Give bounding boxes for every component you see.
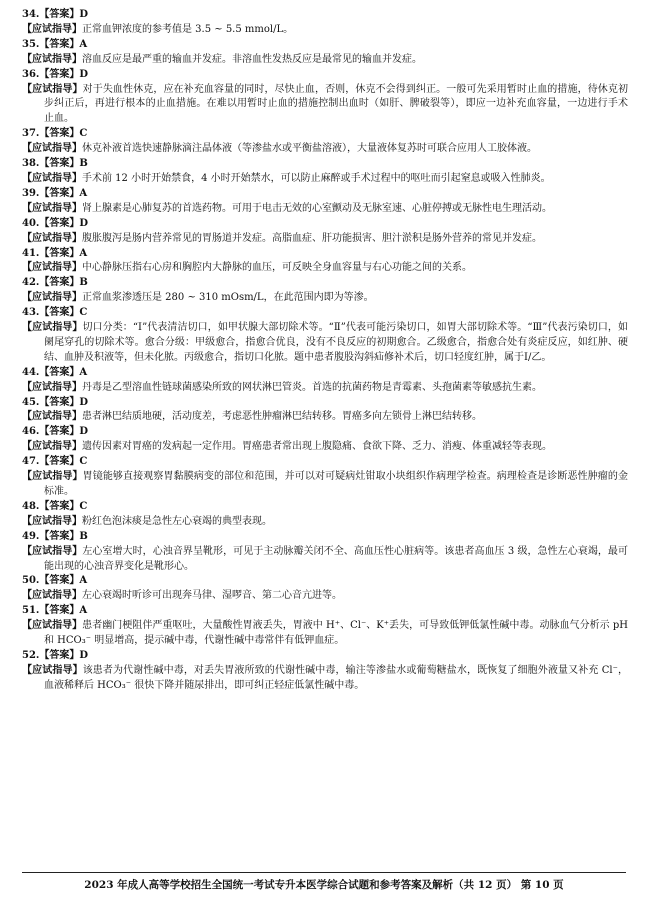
question-number: 50. <box>22 575 40 587</box>
question-number: 51. <box>22 605 40 617</box>
answer-line <box>22 68 628 83</box>
answer-value: C <box>79 307 88 319</box>
guide-line <box>22 515 628 530</box>
question-item <box>22 276 628 306</box>
guide-line <box>22 440 628 455</box>
question-item <box>22 127 628 157</box>
guide-line <box>22 291 628 306</box>
answer-label: 【答案】 <box>39 426 80 438</box>
question-item <box>22 396 628 426</box>
page-footer: 2023 年成人高等学校招生全国统一考试专升本医学综合试题和参考答案及解析（共 12 页） 第 10 页 <box>22 872 626 892</box>
answer-line <box>22 425 628 440</box>
answer-value: D <box>79 396 89 408</box>
question-number: 47. <box>22 456 40 468</box>
question-item <box>22 157 628 187</box>
answer-label: 【答案】 <box>39 277 80 289</box>
answer-label: 【答案】 <box>39 396 80 408</box>
question-number: 42. <box>22 277 40 289</box>
answer-value: B <box>79 277 88 289</box>
question-number: 39. <box>22 187 40 199</box>
question-number: 52. <box>22 649 40 661</box>
answer-line <box>22 127 628 142</box>
question-item <box>22 425 628 455</box>
question-number: 49. <box>22 530 40 542</box>
answer-value: D <box>79 426 89 438</box>
question-item <box>22 530 628 575</box>
guide-text: 手术前 12 小时开始禁食，4 小时开始禁水，可以防止麻醉或手术过程中的呕吐而引起窒息或吸入性肺炎。 <box>82 172 551 184</box>
answer-line <box>22 530 628 545</box>
answer-label: 【答案】 <box>39 366 80 378</box>
question-number: 48. <box>22 500 40 512</box>
question-item <box>22 217 628 247</box>
guide-label: 【应试指导】 <box>22 53 82 65</box>
answer-line <box>22 604 628 619</box>
answer-label: 【答案】 <box>39 9 80 20</box>
guide-line <box>22 83 628 128</box>
guide-label: 【应试指导】 <box>22 590 82 602</box>
answer-label: 【答案】 <box>39 247 80 259</box>
question-item <box>22 574 628 604</box>
guide-text: 对于失血性休克，应在补充血容量的同时，尽快止血，否则，休克不会得到纠正。一般可先采用暂时止血的措施，待休克初步纠正后，再进行根本的止血措施。在难以用暂时止血的措施控制出血时（如肝、脾破裂等），即应一边补充血容量，一边进行手术止血。 <box>44 83 629 125</box>
guide-label: 【应试指导】 <box>22 83 83 95</box>
answer-label: 【答案】 <box>39 158 80 170</box>
guide-text: 胃镜能够直接观察胃黏膜病变的部位和范围，并可以对可疑病灶钳取小块组织作病理学检查。病理检查是诊断恶性肿瘤的金标准。 <box>44 471 629 497</box>
guide-line <box>22 23 628 38</box>
guide-text: 正常血浆渗透压是 280 ~ 310 mOsm/L，在此范围内即为等渗。 <box>82 292 374 304</box>
answer-value: D <box>79 9 89 20</box>
guide-label: 【应试指导】 <box>22 232 82 244</box>
question-item <box>22 649 628 694</box>
guide-text: 正常血钾浓度的参考值是 3.5 ~ 5.5 mmol/L。 <box>82 23 294 35</box>
question-number: 45. <box>22 396 40 408</box>
answer-label: 【答案】 <box>39 307 80 319</box>
answer-line <box>22 455 628 470</box>
question-item <box>22 604 628 649</box>
question-number: 37. <box>22 128 40 140</box>
answer-line <box>22 396 628 411</box>
guide-text: 患者幽门梗阻伴严重呕吐，大量酸性胃液丢失，胃液中 H⁺、Cl⁻、K⁺丢失，可导致低钾低氯性碱中毒。动脉血气分析示 pH 和 HCO₃⁻ 明显增高，提示碱中毒，代谢性碱中毒常伴有低钾血症。 <box>44 620 629 647</box>
answer-label: 【答案】 <box>39 68 80 80</box>
guide-line <box>22 321 628 366</box>
guide-label: 【应试指导】 <box>22 322 83 334</box>
guide-label: 【应试指导】 <box>22 471 83 483</box>
answer-list <box>22 8 628 694</box>
guide-line <box>22 53 628 68</box>
question-number: 41. <box>22 247 40 259</box>
guide-label: 【应试指导】 <box>22 143 82 155</box>
answer-line <box>22 247 628 262</box>
question-item <box>22 455 628 500</box>
answer-value: B <box>79 158 88 170</box>
question-item <box>22 38 628 68</box>
question-item <box>22 68 628 128</box>
guide-line <box>22 545 628 575</box>
question-number: 35. <box>22 38 40 50</box>
answer-line <box>22 366 628 381</box>
question-number: 44. <box>22 366 40 378</box>
answer-value: A <box>79 366 88 378</box>
guide-line <box>22 619 628 649</box>
answer-line <box>22 8 628 23</box>
answer-value: D <box>79 217 89 229</box>
answer-value: A <box>79 575 88 587</box>
answer-line <box>22 500 628 515</box>
answer-value: C <box>79 456 88 468</box>
guide-text: 患者淋巴结质地硬，活动度差，考虑恶性肿瘤淋巴结转移。胃癌多向左锁骨上淋巴结转移。 <box>82 411 482 423</box>
answer-value: B <box>79 530 88 542</box>
guide-line <box>22 142 628 157</box>
question-item <box>22 8 628 38</box>
answer-label: 【答案】 <box>39 128 80 140</box>
question-item <box>22 247 628 277</box>
answer-value: C <box>79 128 88 140</box>
question-number: 36. <box>22 68 40 80</box>
guide-text: 切口分类：“Ⅰ”代表清洁切口，如甲状腺大部切除术等。“Ⅱ”代表可能污染切口，如胃大部切除术等。“Ⅲ”代表污染切口，如阑尾穿孔的切除术等。愈合分级：甲级愈合，指愈合优良，没有不良反应的初期愈合。乙级愈合，指愈合处有炎症反应，如红肿、硬结、血肿及积液等，但未化脓。丙级愈合，指切口化脓。题中患者腹股沟斜疝修补术后，切口轻度红肿，属于Ⅰ/乙。 <box>44 322 628 363</box>
answer-value: A <box>79 247 88 259</box>
answer-value: C <box>79 500 88 512</box>
guide-line <box>22 232 628 247</box>
answer-label: 【答案】 <box>39 649 80 661</box>
answer-label: 【答案】 <box>39 187 80 199</box>
answer-value: D <box>79 68 89 80</box>
question-number: 38. <box>22 158 40 170</box>
guide-text: 中心静脉压指右心房和胸腔内大静脉的血压，可反映全身血容量与右心功能之间的关系。 <box>82 262 472 274</box>
guide-text: 粉红色泡沫痰是急性左心衰竭的典型表现。 <box>82 515 272 527</box>
answer-line <box>22 38 628 53</box>
guide-label: 【应试指导】 <box>22 292 82 304</box>
question-item <box>22 306 628 366</box>
answer-label: 【答案】 <box>39 456 80 468</box>
answer-label: 【答案】 <box>39 575 80 587</box>
question-number: 43. <box>22 307 40 319</box>
guide-label: 【应试指导】 <box>22 620 83 632</box>
guide-line <box>22 664 628 694</box>
guide-text: 肾上腺素是心肺复苏的首选药物。可用于电击无效的心室颤动及无脉室速、心脏停搏或无脉性电生理活动。 <box>82 202 552 214</box>
guide-label: 【应试指导】 <box>22 23 82 35</box>
answer-line <box>22 187 628 202</box>
guide-text: 溶血反应是最严重的输血并发症。非溶血性发热反应是最常见的输血并发症。 <box>82 53 422 65</box>
guide-line <box>22 261 628 276</box>
guide-text: 腹胀腹泻是肠内营养常见的胃肠道并发症。高脂血症、肝功能损害、胆汁淤积是肠外营养的常见并发症。 <box>82 232 542 244</box>
guide-text: 该患者为代谢性碱中毒，对丢失胃液所致的代谢性碱中毒，输注等渗盐水或葡萄糖盐水，既恢复了细胞外液量又补充 Cl⁻，血液稀释后 HCO₃⁻ 很快下降并随尿排出，即可纠正轻症低氯性碱中毒。 <box>44 664 629 691</box>
answer-line <box>22 306 628 321</box>
question-number: 40. <box>22 217 40 229</box>
guide-text: 丹毒是乙型溶血性链球菌感染所致的网状淋巴管炎。首选的抗菌药物是青霉素、头孢菌素等敏感抗生素。 <box>82 381 542 393</box>
guide-line <box>22 410 628 425</box>
answer-line <box>22 157 628 172</box>
guide-label: 【应试指导】 <box>22 441 82 453</box>
guide-line <box>22 470 628 500</box>
guide-label: 【应试指导】 <box>22 262 82 274</box>
guide-text: 休克补液首选快速静脉滴注晶体液（等渗盐水或平衡盐溶液），大量液体复苏时可联合应用人工胶体液。 <box>82 143 537 155</box>
guide-text: 左心室增大时，心浊音界呈靴形，可见于主动脉瓣关闭不全、高血压性心脏病等。该患者高血压 3 级，急性左心衰竭，最可能出现的心浊音界变化是靴形心。 <box>44 545 628 572</box>
answer-label: 【答案】 <box>39 217 80 229</box>
guide-label: 【应试指导】 <box>22 515 82 527</box>
answer-line <box>22 574 628 589</box>
guide-line <box>22 172 628 187</box>
guide-text: 左心衰竭时听诊可出现奔马律、湿啰音、第二心音亢进等。 <box>82 590 342 602</box>
guide-label: 【应试指导】 <box>22 545 83 557</box>
question-item <box>22 366 628 396</box>
answer-label: 【答案】 <box>39 605 80 617</box>
guide-line <box>22 589 628 604</box>
answer-value: A <box>79 38 88 50</box>
answer-label: 【答案】 <box>39 38 80 50</box>
answer-label: 【答案】 <box>39 530 80 542</box>
answer-label: 【答案】 <box>39 500 80 512</box>
answer-line <box>22 217 628 232</box>
answer-value: D <box>79 649 89 661</box>
answer-line <box>22 649 628 664</box>
question-item <box>22 500 628 530</box>
guide-label: 【应试指导】 <box>22 411 82 423</box>
question-number: 46. <box>22 426 40 438</box>
guide-line <box>22 381 628 396</box>
answer-value: A <box>79 187 88 199</box>
guide-text: 遗传因素对胃癌的发病起一定作用。胃癌患者常出现上腹隐痛、食欲下降、乏力、消瘦、体重减轻等表现。 <box>82 441 552 453</box>
guide-label: 【应试指导】 <box>22 202 82 214</box>
guide-label: 【应试指导】 <box>22 381 82 393</box>
answer-value: A <box>79 605 88 617</box>
guide-label: 【应试指导】 <box>22 664 83 676</box>
question-number: 34. <box>22 9 40 20</box>
guide-line <box>22 202 628 217</box>
guide-label: 【应试指导】 <box>22 172 82 184</box>
answer-line <box>22 276 628 291</box>
question-item <box>22 187 628 217</box>
